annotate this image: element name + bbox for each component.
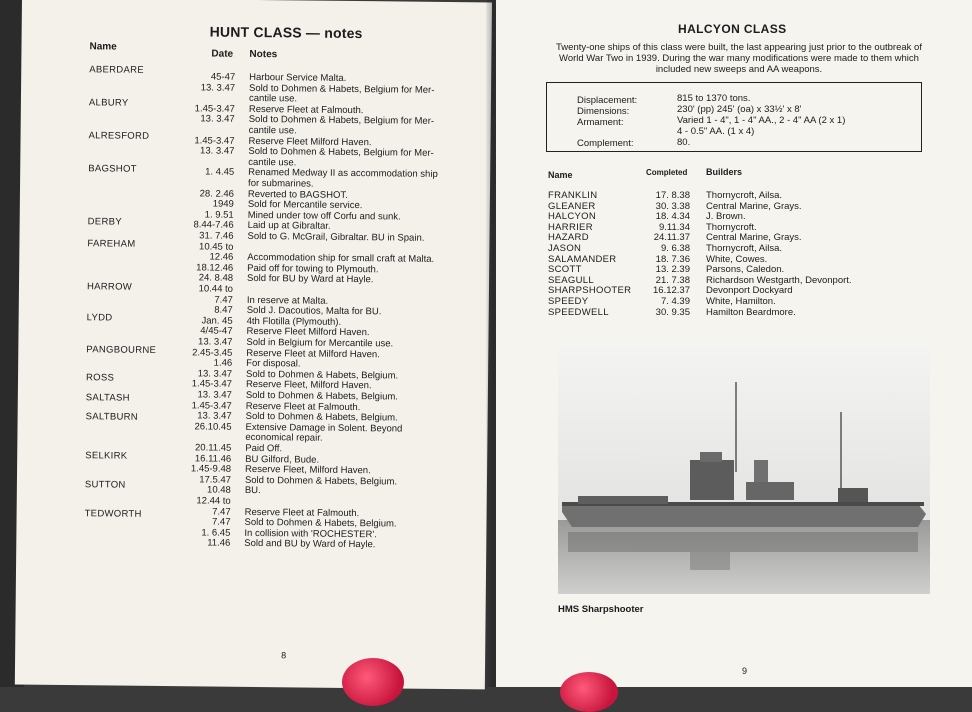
note-text: Sold to G. McGrail, Gibraltar. BU in Spain. <box>247 230 425 244</box>
note-date: 26.10.45 <box>194 421 232 433</box>
completed-date: 7. 4.39 <box>660 296 690 307</box>
builder: Hamilton Beardmore. <box>706 306 796 318</box>
note-date: 24. 8.48 <box>198 272 234 285</box>
date-column-header: Date <box>211 48 234 60</box>
ship-name: DERBY <box>87 216 122 228</box>
note-text: Laid up at Gibraltar. <box>247 220 331 233</box>
page-title: HALCYON CLASS <box>678 22 787 36</box>
note-date: 1.45-3.47 <box>194 103 235 115</box>
completed-column-header: Completed <box>646 168 688 177</box>
left-page <box>15 0 492 689</box>
ship-name: ALBURY <box>88 97 129 109</box>
builder: Thornycroft. <box>706 221 757 233</box>
note-date: 18.12.46 <box>196 262 234 274</box>
note-text: Reserve Fleet Milford Haven. <box>248 135 372 148</box>
note-text: Sold to Dohmen & Habets, Belgium. <box>244 517 397 530</box>
builder: White, Hamilton. <box>706 296 776 307</box>
ship-name: SEAGULL <box>548 274 594 286</box>
spec-label: Displacement: <box>577 95 638 106</box>
note-date: 1. 4.45 <box>205 166 235 179</box>
note-date: 13. 3.47 <box>197 389 232 401</box>
note-date: 1.46 <box>213 357 233 369</box>
notes-column-header: Notes <box>249 48 278 61</box>
note-text: Sold for Mercantile service. <box>247 199 363 212</box>
note-date: 1.45-3.47 <box>191 399 232 412</box>
builder: Parsons, Caledon. <box>706 264 785 276</box>
note-text: economical repair. <box>245 432 323 445</box>
note-text: Paid Off. <box>245 442 283 455</box>
intro-paragraph: Twenty-one ships of this class were built, the last appearing just prior to the outbreak of World War Two in 1939. During the war many modifications were made to them which included new sweeps and AA weapons. <box>556 42 922 75</box>
specifications-box <box>546 82 922 152</box>
spec-label: Armament: <box>577 117 624 128</box>
builder: Thornycroft, Ailsa. <box>706 190 783 201</box>
completed-date: 18. 4.34 <box>655 211 690 223</box>
note-text: Sold to Dohmen & Habets, Belgium for Mer- <box>248 146 434 160</box>
thumb <box>342 658 404 706</box>
ship-name: ALRESFORD <box>88 130 150 142</box>
ship-name: SPEEDY <box>548 296 589 307</box>
note-date: 28. 2.46 <box>199 188 235 200</box>
completed-date: 17. 8.38 <box>655 190 690 201</box>
ship-name: LYDD <box>86 312 113 324</box>
ship-name: SALTASH <box>85 392 130 404</box>
spec-value: 230' (pp) 245' (oa) x 33½' x 8' <box>677 104 802 115</box>
ship-photo <box>558 342 930 594</box>
note-text: Sold J. Dacoutios, Malta for BU. <box>246 305 382 318</box>
completed-date: 21. 7.38 <box>655 274 690 286</box>
note-date: 2.45-3.45 <box>192 346 233 359</box>
ship-name: BAGSHOT <box>88 163 137 175</box>
note-date: 16.11.46 <box>194 452 232 465</box>
ship-name: SALTBURN <box>85 411 139 423</box>
note-text: Harbour Service Malta. <box>249 71 347 84</box>
note-date: 13. 3.47 <box>198 336 233 348</box>
note-text: Sold and BU by Ward of Hayle. <box>244 538 376 551</box>
builder: Devonport Dockyard <box>706 285 793 297</box>
ship-name: ABERDARE <box>89 64 144 76</box>
note-date: 10.48 <box>207 484 231 497</box>
completed-date: 9.11.34 <box>659 221 690 233</box>
note-date: 13. 3.47 <box>200 82 236 94</box>
ship-name: PANGBOURNE <box>86 344 157 356</box>
note-text: Reserve Fleet at Falmouth. <box>244 506 360 519</box>
ship-name: SUTTON <box>84 479 126 491</box>
ship-name: HALCYON <box>548 211 597 223</box>
note-text: Extensive Damage in Solent. Beyond <box>245 421 403 435</box>
note-text: Reserve Fleet, Milford Haven. <box>245 464 371 477</box>
name-column-header: Name <box>89 41 117 53</box>
note-date: 7.47 <box>211 516 231 528</box>
spec-value: Varied 1 - 4", 1 - 4" AA., 2 - 4" AA (2 x 1) <box>677 115 846 126</box>
completed-date: 30. 3.38 <box>655 200 690 212</box>
note-text: Reserve Fleet at Falmouth. <box>248 103 364 116</box>
ship-name: SCOTT <box>548 264 582 276</box>
name-column-header: Name <box>548 170 573 180</box>
note-text: cantile use. <box>248 124 297 137</box>
completed-date: 16.12.37 <box>653 285 690 297</box>
note-date: 8.47 <box>214 304 233 316</box>
note-date: 10.45 to <box>199 241 234 253</box>
note-text: Sold to Dohmen & Habets, Belgium. <box>245 389 399 403</box>
note-text: Reserve Fleet Milford Haven. <box>246 326 370 339</box>
builder: Central Marine, Grays. <box>706 232 802 244</box>
note-text: Sold for BU by Ward at Hayle. <box>247 273 374 286</box>
note-date: 11.46 <box>207 537 231 550</box>
note-text: Sold to Dohmen & Habets, Belgium. <box>245 411 398 424</box>
ship-name: GLEANER <box>548 200 596 212</box>
note-text: Sold to Dohmen & Habets, Belgium for Mer- <box>249 82 435 96</box>
ship-name: HARROW <box>86 281 133 293</box>
note-text: Sold to Dohmen & Habets, Belgium for Mer- <box>248 114 435 128</box>
ship-name: TEDWORTH <box>84 508 142 520</box>
photo-caption: HMS Sharpshooter <box>558 604 644 615</box>
note-date: 13. 3.47 <box>200 113 235 126</box>
completed-date: 18. 7.36 <box>655 253 690 265</box>
note-date: 4/45-47 <box>200 325 233 338</box>
note-text: cantile use. <box>248 93 298 105</box>
note-text: Sold to Dohmen & Habets, Belgium. <box>244 474 398 488</box>
note-date: 8.44-7.46 <box>193 219 234 232</box>
builder: White, Cowes. <box>706 253 768 265</box>
note-text: Renamed Medway II as accommodation ship <box>248 167 438 181</box>
ship-name: FRANKLIN <box>548 190 598 201</box>
ship-name: ROSS <box>85 372 115 384</box>
note-date: 45-47 <box>210 71 236 83</box>
note-date: Jan. 45 <box>201 315 233 327</box>
thumb <box>560 672 618 712</box>
note-date: 1. 9.51 <box>204 209 234 221</box>
ship-name: SALAMANDER <box>548 253 617 265</box>
builder: Thornycroft, Ailsa. <box>706 243 783 254</box>
note-text: In reserve at Malta. <box>246 294 329 307</box>
ship-name: JASON <box>548 243 582 254</box>
note-date: 1949 <box>212 198 234 210</box>
note-date: 7.47 <box>212 506 231 518</box>
page-number: 8 <box>281 650 287 661</box>
completed-date: 9. 6.38 <box>660 243 690 254</box>
note-date: 10.44 to <box>198 283 234 295</box>
builder: Central Marine, Grays. <box>706 200 802 212</box>
completed-date: 24.11.37 <box>653 232 690 244</box>
page-number: 9 <box>742 666 748 676</box>
note-text: Reserve Fleet at Falmouth. <box>245 400 361 413</box>
note-date: 12.46 <box>209 251 234 263</box>
ship-name: HARRIER <box>548 221 593 233</box>
sea <box>558 520 930 594</box>
note-text: Mined under tow off Corfu and sunk. <box>247 209 401 223</box>
note-text: Reverted to BAGSHOT. <box>247 188 348 201</box>
builder: Richardson Westgarth, Devonport. <box>706 274 852 286</box>
note-text: 4th Flotilla (Plymouth). <box>246 315 342 328</box>
note-text: Reserve Fleet at Milford Haven. <box>246 347 380 360</box>
ship-name: SPEEDWELL <box>548 306 609 318</box>
note-date: 1. 6.45 <box>201 527 231 539</box>
note-text: For disposal. <box>246 358 301 370</box>
note-date: 1.45-3.47 <box>191 378 233 391</box>
completed-date: 30. 9.35 <box>655 306 690 318</box>
note-date: 17.5.47 <box>199 474 232 486</box>
right-page <box>496 0 972 687</box>
note-text: BU Gilford, Bude. <box>245 453 320 466</box>
note-text: In collision with 'ROCHESTER'. <box>244 527 377 541</box>
spec-label: Complement: <box>577 138 634 149</box>
spec-value: 4 - 0.5" AA. (1 x 4) <box>677 126 755 137</box>
ship-name: SELKIRK <box>85 450 128 462</box>
ship-name: FAREHAM <box>87 238 136 250</box>
builders-column-header: Builders <box>706 167 743 177</box>
page-title: HUNT CLASS — notes <box>209 23 363 42</box>
note-date: 20.11.45 <box>194 442 232 454</box>
spec-label: Dimensions: <box>577 106 630 117</box>
note-text: for submarines. <box>248 177 314 190</box>
spec-value: 80. <box>677 137 691 148</box>
note-date: 12.44 to <box>196 495 231 507</box>
completed-date: 13. 2.39 <box>655 264 690 276</box>
note-text: Paid off for towing to Plymouth. <box>247 262 379 276</box>
note-text: Accommodation ship for small craft at Malta. <box>247 252 435 266</box>
note-text: Sold to Dohmen & Habets, Belgium. <box>246 368 399 382</box>
note-date: 7.47 <box>214 294 233 306</box>
note-date: 13. 3.47 <box>200 145 235 157</box>
builder: J. Brown. <box>706 211 746 223</box>
spec-value: 815 to 1370 tons. <box>677 93 751 104</box>
note-date: 1.45-9.48 <box>190 463 232 475</box>
note-text: cantile use. <box>248 156 297 169</box>
note-date: 13. 3.47 <box>197 368 233 380</box>
note-text: BU. <box>244 485 261 497</box>
ship-name: HAZARD <box>548 232 589 244</box>
note-date: 31. 7.46 <box>199 230 234 242</box>
ship-name: SHARPSHOOTER <box>548 285 632 297</box>
note-date: 1.45-3.47 <box>194 134 235 147</box>
note-date: 13. 3.47 <box>197 410 232 422</box>
note-text: Sold in Belgium for Mercantile use. <box>246 336 394 350</box>
note-text: Reserve Fleet, Milford Haven. <box>245 379 372 392</box>
